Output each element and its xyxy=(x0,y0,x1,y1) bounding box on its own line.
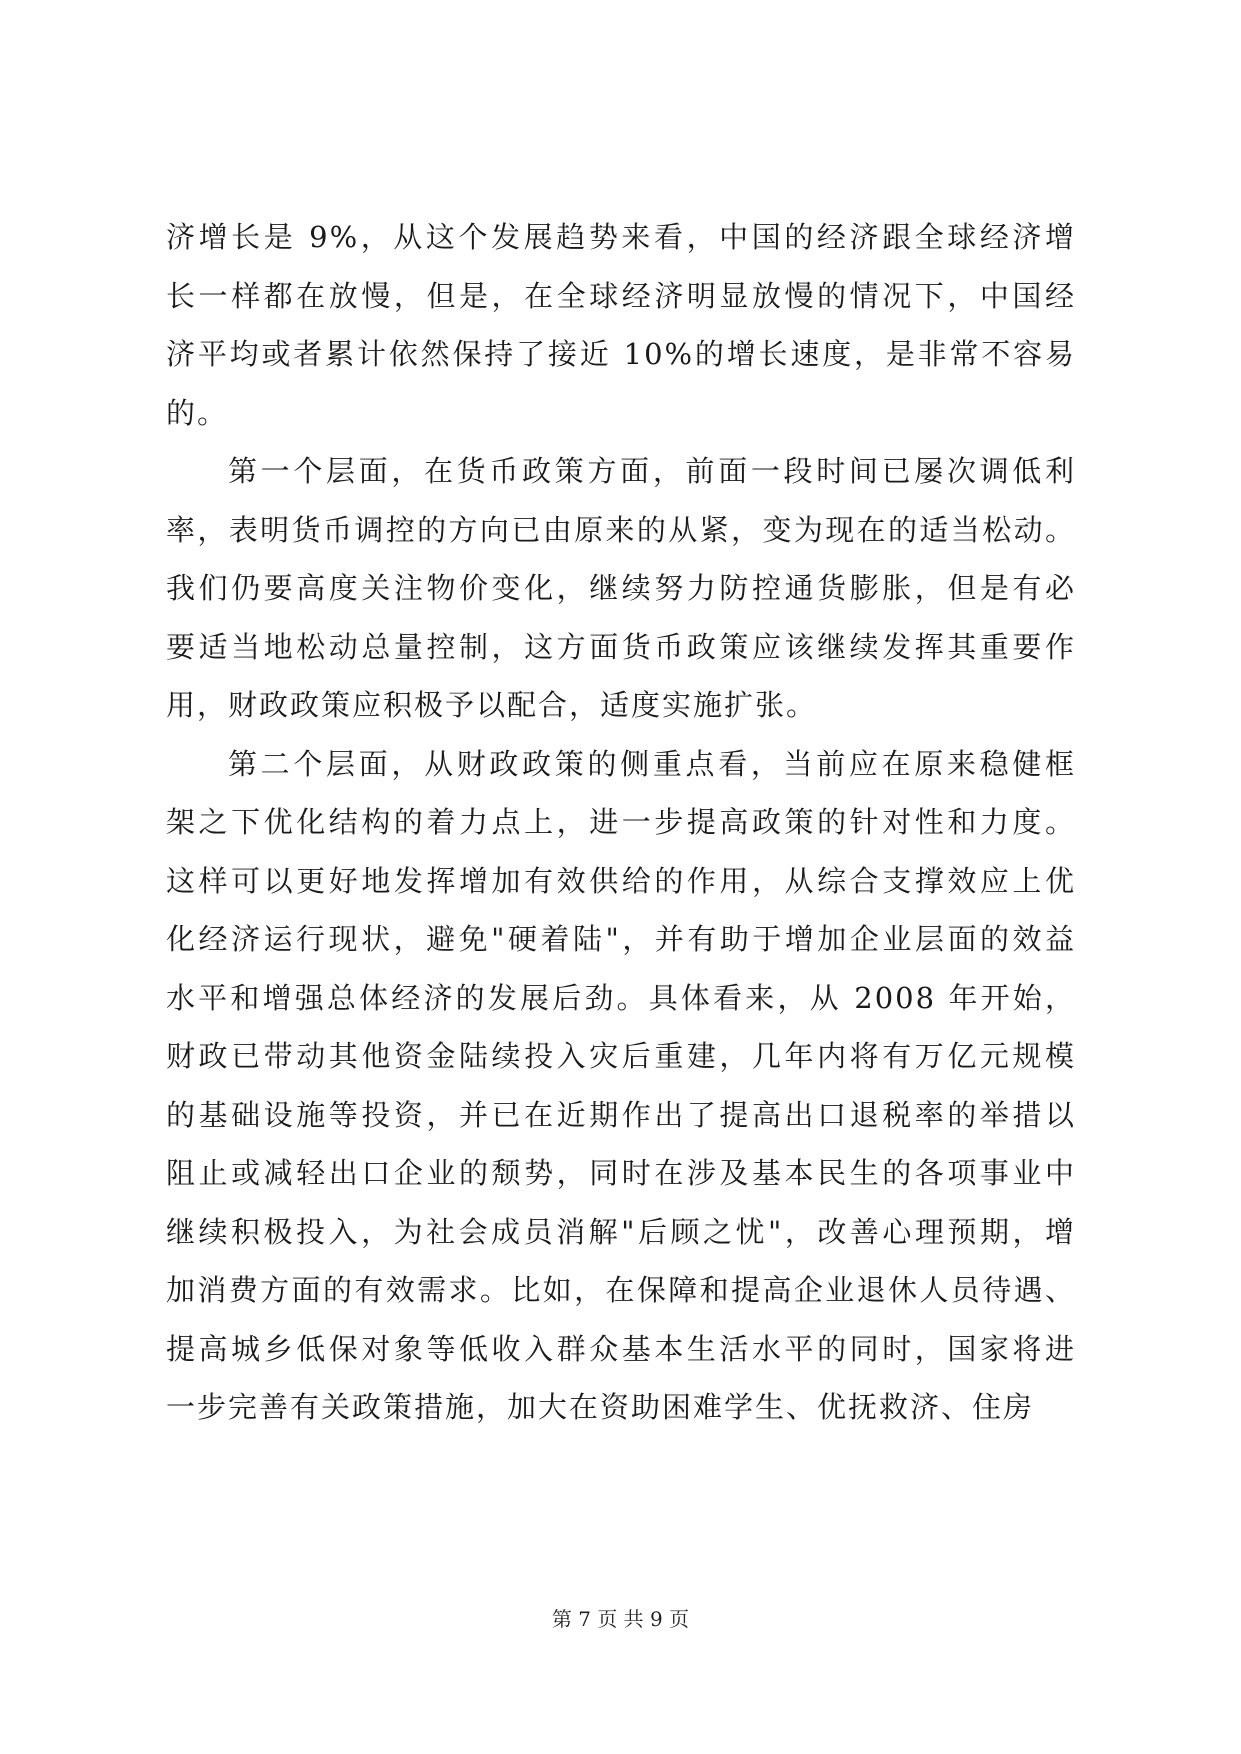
text-line: 要适当地松动总量控制，这方面货币政策应该继续发挥其重要作 xyxy=(166,629,1076,664)
text-line: 济平均或者累计依然保持了接近 10%的增长速度，是非常不容易 xyxy=(166,337,1076,371)
text-line: 的。 xyxy=(166,395,229,430)
text-line: 加消费方面的有效需求。比如，在保障和提高企业退休人员待遇、 xyxy=(166,1273,1076,1307)
text-line: 这样可以更好地发挥增加有效供给的作用，从综合支撑效应上优 xyxy=(166,863,1076,898)
text-line: 架之下优化结构的着力点上，进一步提高政策的针对性和力度。 xyxy=(166,805,1076,839)
text-line: 化经济运行现状，避免"硬着陆"，并有助于增加企业层面的效益 xyxy=(166,922,1076,956)
page-footer: 第 7 页 共 9 页 xyxy=(551,1607,690,1631)
text-line: 用，财政政策应积极予以配合，适度实施扩张。 xyxy=(166,688,818,722)
document-body xyxy=(166,208,1076,1437)
paragraph xyxy=(166,735,1076,1437)
text-line: 济增长是 9%，从这个发展趋势来看，中国的经济跟全球经济增 xyxy=(166,220,1076,254)
text-line: 的基础设施等投资，并已在近期作出了提高出口退税率的举措以 xyxy=(166,1097,1076,1132)
text-line: 率，表明货币调控的方向已由原来的从紧，变为现在的适当松动。 xyxy=(166,512,1076,547)
text-line: 长一样都在放慢，但是，在全球经济明显放慢的情况下，中国经 xyxy=(166,278,1076,313)
text-line: 提高城乡低保对象等低收入群众基本生活水平的同时，国家将进 xyxy=(166,1331,1076,1366)
text-line: 财政已带动其他资金陆续投入灾后重建，几年内将有万亿元规模 xyxy=(166,1039,1076,1073)
paragraph xyxy=(166,442,1076,735)
text-line: 水平和增强总体经济的发展后劲。具体看来，从 2008 年开始， xyxy=(166,980,1076,1015)
paragraph xyxy=(166,208,1076,442)
text-line: 一步完善有关政策措施，加大在资助困难学生、优抚救济、住房 xyxy=(166,1390,1035,1424)
text-line: 第一个层面，在货币政策方面，前面一段时间已屡次调低利 xyxy=(228,454,1076,488)
text-line: 我们仍要高度关注物价变化，继续努力防控通货膨胀，但是有必 xyxy=(166,571,1076,605)
text-line: 第二个层面，从财政政策的侧重点看，当前应在原来稳健框 xyxy=(228,746,1076,781)
text-line: 阻止或减轻出口企业的颓势，同时在涉及基本民生的各项事业中 xyxy=(166,1156,1076,1190)
text-line: 继续积极投入，为社会成员消解"后顾之忧"，改善心理预期，增 xyxy=(166,1214,1076,1249)
